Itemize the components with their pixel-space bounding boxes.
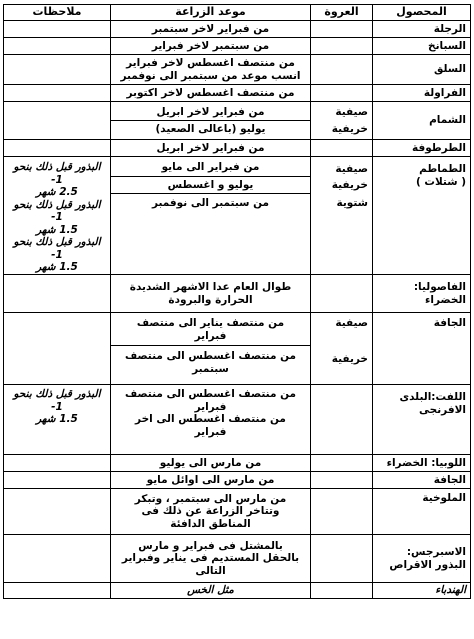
date-line: من مارس الى سبتمبر ، وتبكر	[134, 492, 287, 505]
season-cell	[311, 583, 373, 599]
crop-cell	[373, 275, 471, 313]
header-crop: المحصول	[373, 5, 471, 21]
season-cell	[311, 38, 373, 55]
header-date: موعد الزراعة	[111, 5, 311, 21]
date-line: يوليو و اغسطس	[167, 178, 254, 191]
table-row	[4, 455, 471, 472]
season-line: خريفية	[331, 179, 368, 191]
date-cell: من سبتمبر لاخر فبراير	[111, 38, 311, 55]
notes-cell	[4, 489, 111, 535]
note-line: البذور قبل ذلك بنحو 1-	[13, 236, 101, 261]
date-line: من فبراير لاخر ابريل	[156, 105, 265, 118]
season-cell	[311, 385, 373, 455]
season-cell	[311, 455, 373, 472]
crop-cell: الجافة	[373, 313, 471, 385]
date-line: من منتصف اغسطس الى منتصف	[124, 350, 297, 362]
date-line: التالى	[195, 564, 226, 577]
date-line: طوال العام عدا الاشهر الشديدة	[129, 281, 292, 293]
table-row	[4, 535, 471, 583]
date-line: فبراير	[194, 329, 227, 342]
crop-cell: الملوخية	[373, 489, 471, 535]
season-cell	[311, 102, 373, 140]
crop-cell	[373, 535, 471, 583]
note-line: 2.5 شهر	[36, 186, 78, 198]
crop-cell: الجافة	[373, 472, 471, 489]
date-line: فبراير	[194, 400, 227, 413]
season-cell	[311, 535, 373, 583]
crop-line: الفاصوليا:	[413, 281, 466, 293]
date-line: من منتصف اغسطس لاخر فبراير	[126, 57, 295, 69]
season-line: صيفية	[335, 317, 368, 329]
season-cell	[311, 85, 373, 102]
notes-cell	[4, 85, 111, 102]
notes-cell	[4, 102, 111, 140]
notes-cell	[4, 157, 111, 275]
table-row	[4, 157, 471, 275]
notes-cell	[4, 140, 111, 157]
season-line: خريفية	[331, 122, 368, 135]
notes-cell	[4, 275, 111, 313]
crop-line: الاسبرجس:	[406, 546, 466, 558]
table-row	[4, 472, 471, 489]
crop-line: الخضراء	[425, 293, 466, 306]
date-line: من فبراير الى مايو	[161, 161, 260, 173]
crop-cell	[373, 385, 471, 455]
planting-table	[3, 4, 471, 599]
date-line: من منتصف يناير الى منتصف	[136, 317, 285, 329]
note-line: 1.5 شهر	[36, 223, 78, 236]
table-row	[4, 313, 471, 385]
header-row	[4, 5, 471, 21]
date-cell: من فبراير لاخر سبتمبر	[111, 21, 311, 38]
date-cell	[111, 102, 311, 140]
season-cell	[311, 275, 373, 313]
notes-cell	[4, 313, 111, 385]
date-cell: من فبراير لاخر ابريل	[111, 140, 311, 157]
date-cell	[111, 489, 311, 535]
date-cell	[111, 535, 311, 583]
note-line: 1.5 شهر	[36, 413, 78, 425]
season-line: صيفية	[335, 106, 368, 118]
season-cell	[311, 472, 373, 489]
date-line: المناطق الدافئة	[170, 517, 251, 530]
date-line: من منتصف اغسطس الى اخر	[135, 413, 286, 425]
crop-line: البذور الاقراص	[389, 558, 466, 571]
note-line: 1.5 شهر	[36, 261, 78, 273]
crop-cell: الشمام	[373, 102, 471, 140]
date-line: من منتصف اغسطس الى منتصف	[124, 388, 297, 400]
season-line: خريفية	[331, 353, 368, 365]
notes-cell	[4, 455, 111, 472]
crop-cell: السبانخ	[373, 38, 471, 55]
date-line: من سبتمبر الى نوفمبر	[151, 197, 270, 209]
crop-line: اللفت:البلدى	[399, 391, 466, 403]
season-cell	[311, 21, 373, 38]
table-row	[4, 275, 471, 313]
crop-line: الافرنجى	[419, 403, 466, 416]
table-row	[4, 55, 471, 85]
note-line: البذور قبل ذلك بنحو 1-	[13, 388, 101, 413]
season-cell	[311, 489, 373, 535]
date-line: بالحقل المستديم فى يناير وفبراير	[121, 552, 300, 565]
table-row	[4, 21, 471, 38]
season-cell	[311, 140, 373, 157]
date-cell	[111, 385, 311, 455]
table-row	[4, 85, 471, 102]
date-cell	[111, 313, 311, 385]
season-line: صيفية	[335, 163, 368, 175]
table-row	[4, 385, 471, 455]
date-cell: من مارس الى يوليو	[111, 455, 311, 472]
date-cell: مثل الخس	[111, 583, 311, 599]
season-cell	[311, 157, 373, 275]
date-cell	[111, 275, 311, 313]
notes-cell	[4, 535, 111, 583]
header-season: العروة	[311, 5, 373, 21]
table-row	[4, 38, 471, 55]
date-line: وتتاخر الزراعة عن ذلك فى	[141, 505, 280, 518]
date-cell	[111, 55, 311, 85]
header-notes: ملاحظات	[4, 5, 111, 21]
date-line: الحرارة والبرودة	[168, 293, 253, 306]
notes-cell	[4, 583, 111, 599]
crop-cell: الطرطوفة	[373, 140, 471, 157]
crop-cell: السلق	[373, 55, 471, 85]
date-line: انسب موعد من سبتمبر الى نوفمبر	[120, 69, 301, 82]
table-row	[4, 140, 471, 157]
crop-cell: اللوبيا: الخضراء	[373, 455, 471, 472]
crop-cell: الهندباء	[373, 583, 471, 599]
note-line: البذور قبل ذلك بنحو 1-	[13, 161, 101, 186]
table-row	[4, 489, 471, 535]
date-line: يوليو (باعالى الصعيد)	[155, 123, 266, 135]
notes-cell	[4, 21, 111, 38]
season-cell	[311, 313, 373, 385]
date-line: سبتمبر	[192, 362, 229, 375]
date-cell: من منتصف اغسطس لاخر اكتوبر	[111, 85, 311, 102]
date-cell	[111, 157, 311, 275]
season-cell	[311, 55, 373, 85]
crop-cell: الرجلة	[373, 21, 471, 38]
crop-line: الطماطم	[419, 163, 466, 175]
notes-cell	[4, 38, 111, 55]
table-row	[4, 583, 471, 599]
crop-cell: الفراولة	[373, 85, 471, 102]
crop-cell	[373, 157, 471, 275]
date-cell: من مارس الى اوائل مايو	[111, 472, 311, 489]
note-line: البذور قبل ذلك بنحو 1-	[13, 198, 101, 223]
notes-cell	[4, 472, 111, 489]
date-line: فبراير	[194, 425, 227, 438]
season-line: شتوية	[336, 197, 368, 209]
notes-cell	[4, 385, 111, 455]
table-row	[4, 102, 471, 140]
crop-line: ( شتلات )	[415, 175, 466, 188]
date-line: بالمشتل فى فبراير و مارس	[138, 539, 283, 552]
notes-cell	[4, 55, 111, 85]
